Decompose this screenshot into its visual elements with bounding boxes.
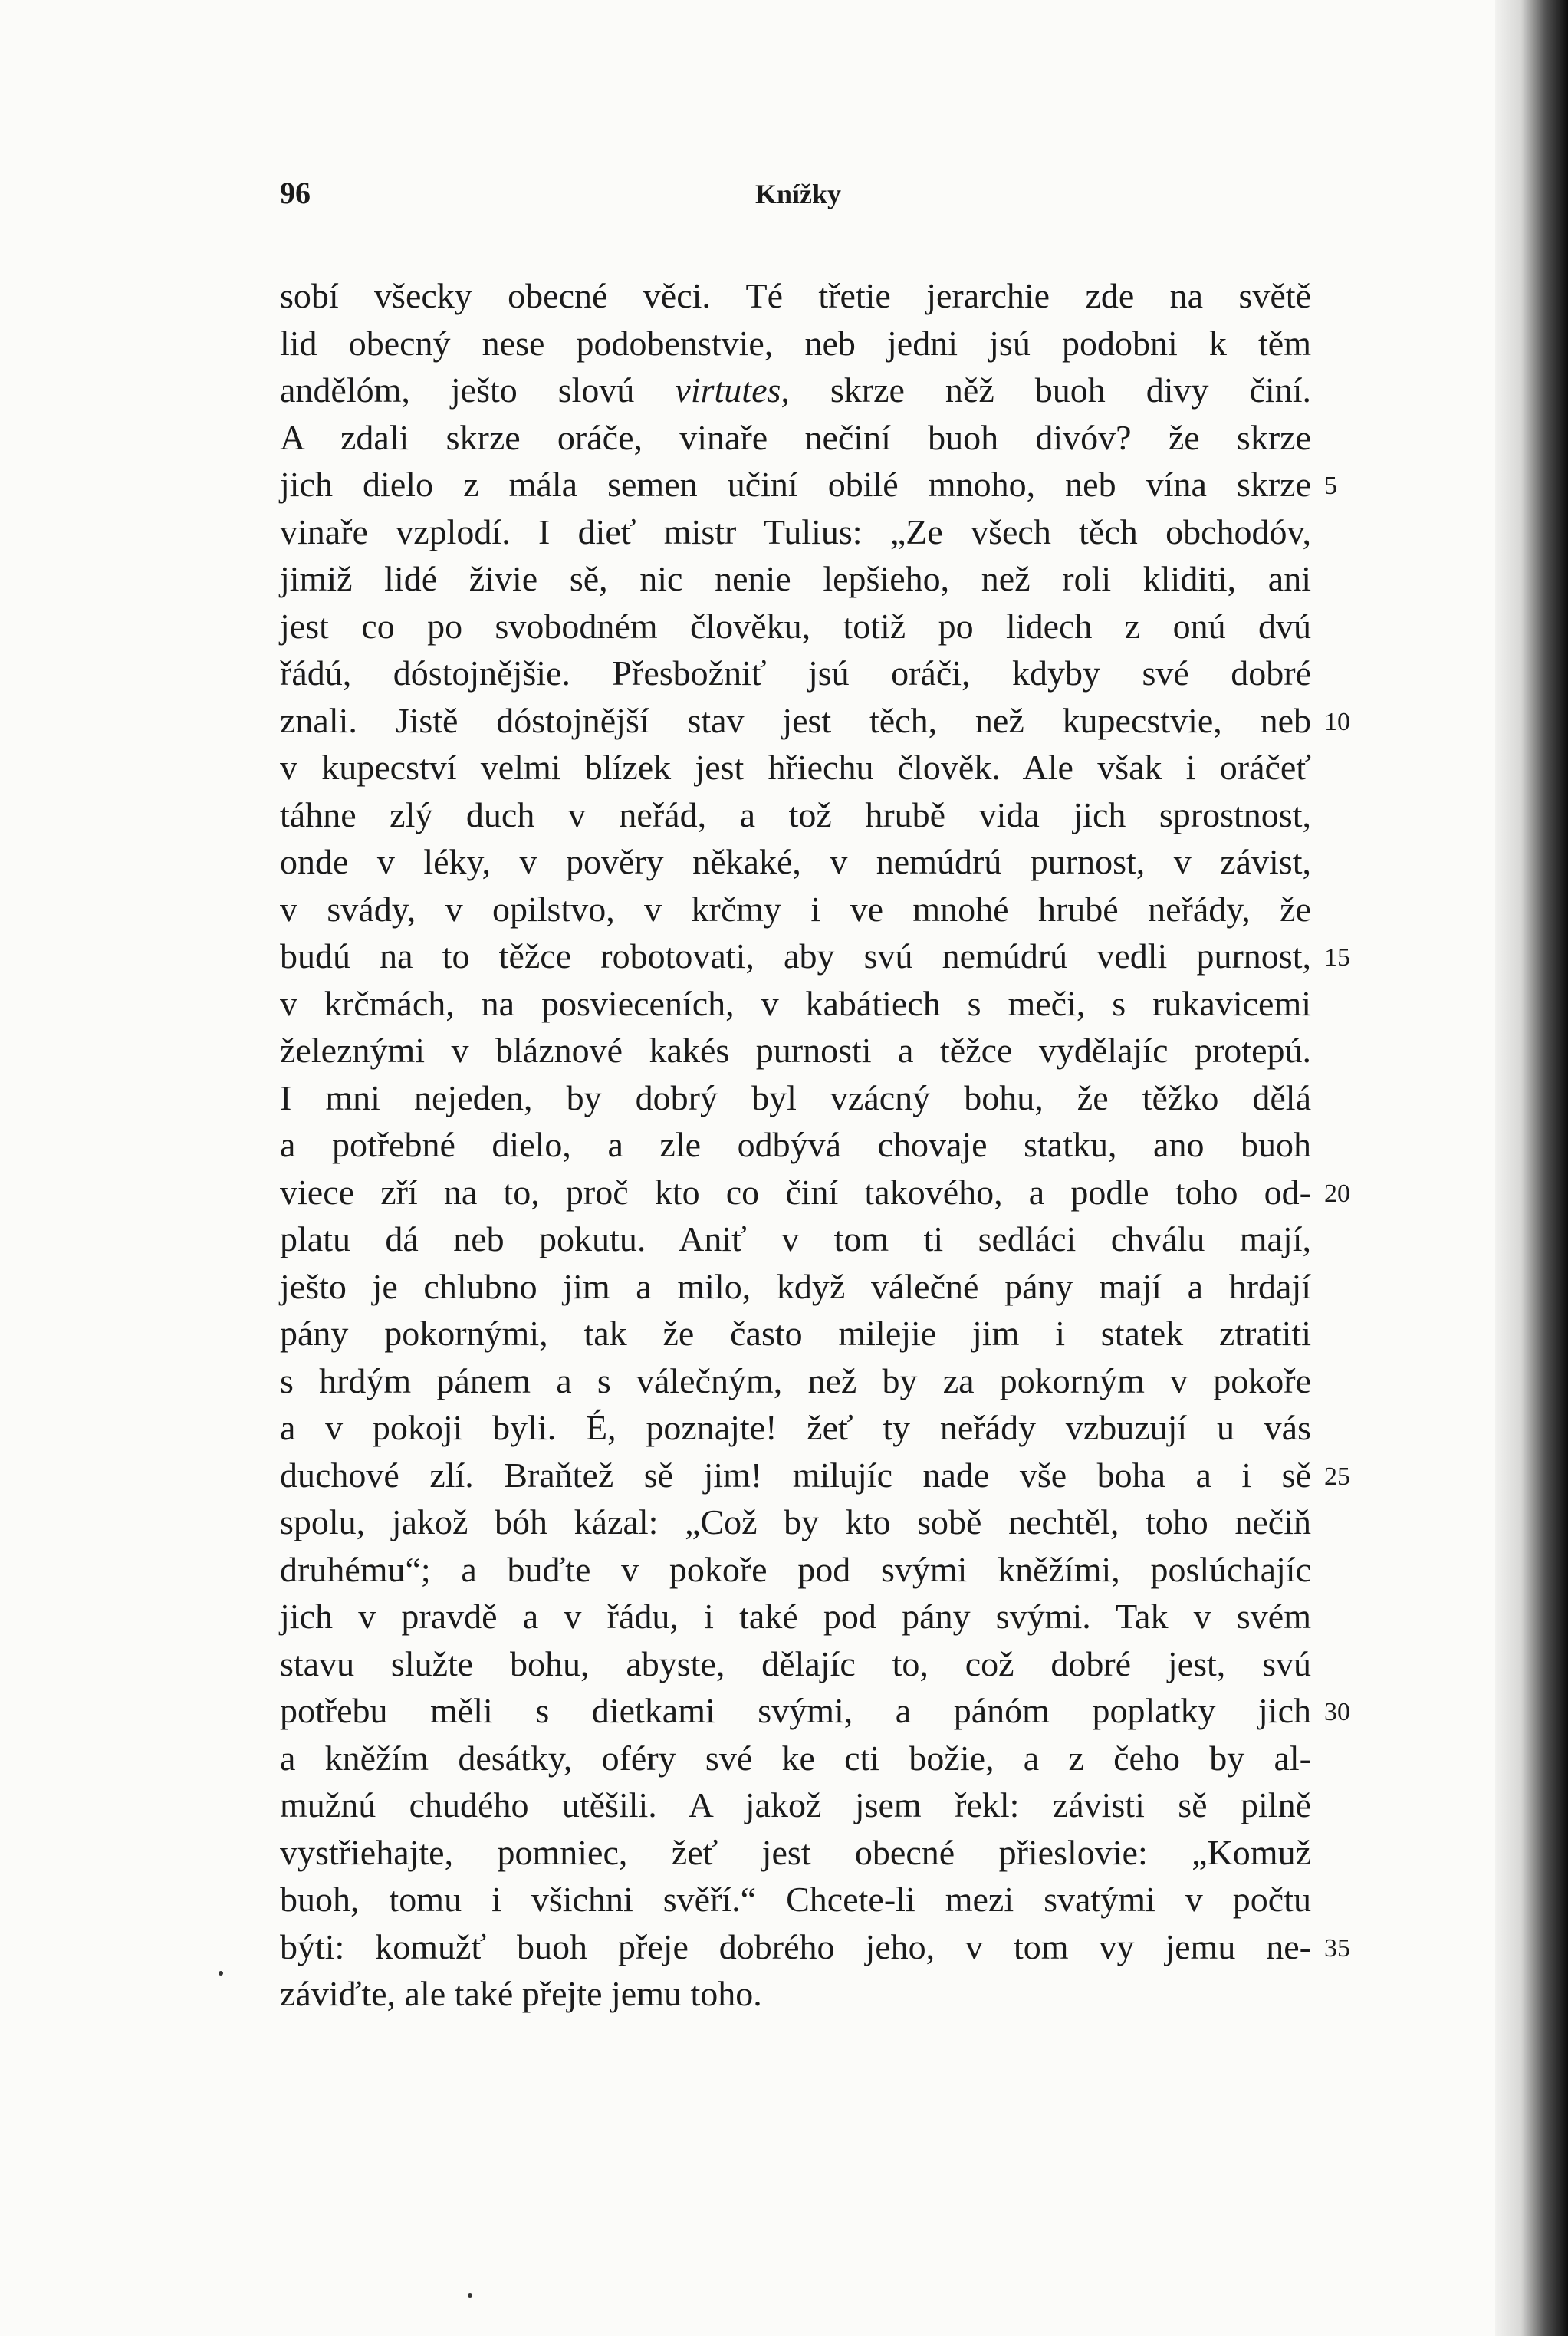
text-line-content: spolu, jakož bóh kázal: „Což by kto sobě nechtěl, toho nečiň [280, 1502, 1311, 1541]
text-line [280, 838, 1311, 886]
text-line-content: jich v pravdě a v řádu, i také pod pány svými. Tak v svém [280, 1597, 1311, 1636]
scan-edge-shadow [1495, 0, 1568, 2336]
text-line [280, 272, 1311, 320]
text-line [280, 1263, 1311, 1311]
text-line-content: býti: komužť buoh přeje dobrého jeho, v tom vy jemu ne- [280, 1926, 1311, 1966]
print-speck [468, 2293, 472, 2298]
text-line [280, 1782, 1311, 1829]
text-line-content: druhému“; a buďte v pokoře pod svými kněžími, poslúchajíc [280, 1549, 1311, 1589]
text-line [280, 1074, 1311, 1122]
text-line-content: železnými v bláznové kakés purnosti a těžce vydělajíc protepú. [280, 1031, 1311, 1070]
page-header [280, 175, 1315, 221]
text-line [280, 1829, 1311, 1877]
text-line-content: viece zří na to, proč kto co činí takového, a podle toho od- [280, 1172, 1311, 1212]
text-line [280, 744, 1311, 791]
text-line-content: jest co po svobodném člověku, totiž po lidech z onú dvú [280, 606, 1311, 646]
text-line-content: vystřiehajte, pomniec, žeť jest obecné přieslovie: „Komuž [280, 1832, 1311, 1872]
text-line-content: onde v léky, v pověry někaké, v nemúdrú purnost, v závist, [280, 842, 1311, 881]
text-line [280, 697, 1350, 745]
line-number: 15 [1324, 943, 1350, 972]
text-line [280, 1121, 1311, 1169]
text-line [280, 1499, 1311, 1546]
page-number: 96 [280, 176, 311, 210]
text-line-content: pány pokornými, tak že často milejie jim i statek ztratiti [280, 1314, 1311, 1353]
text-line [280, 1404, 1311, 1452]
text-line [280, 1546, 1311, 1594]
text-line [280, 1027, 1311, 1074]
text-line [280, 367, 1311, 414]
line-number: 25 [1324, 1462, 1350, 1491]
text-line-content: jimiž lidé živie sě, nic nenie lepšieho, než roli kliditi, ani [280, 559, 1311, 598]
text-line-content: a kněžím desátky, oféry své ke cti božie, a z čeho by al- [280, 1738, 1311, 1778]
text-line [280, 791, 1311, 839]
text-line [280, 1687, 1350, 1735]
text-line [280, 1310, 1311, 1357]
line-number: 5 [1324, 472, 1337, 500]
text-line [280, 320, 1311, 367]
text-line [280, 508, 1311, 556]
text-line [280, 980, 1311, 1028]
line-number: 10 [1324, 707, 1350, 736]
text-line [280, 1640, 1311, 1688]
text-line-content: mužnú chudého utěšili. A jakož jsem řekl: závisti sě pilně [280, 1785, 1311, 1824]
text-line-content: řádú, dóstojnějšie. Přesbožniť jsú oráči, kdyby své dobré [280, 653, 1311, 693]
text-line-content: andělóm, ješto slovú virtutes, skrze něž buoh divy činí. [280, 370, 1311, 410]
text-line-content: buoh, tomu i všichni svěří.“ Chcete-li mezi svatými v počtu [280, 1880, 1311, 1919]
text-line-content: stavu služte bohu, abyste, dělajíc to, což dobré jest, svú [280, 1643, 1311, 1683]
text-line [280, 1169, 1350, 1216]
text-line [280, 1970, 1311, 2018]
text-line [280, 1735, 1311, 1782]
latin-term: virtutes [675, 370, 781, 410]
text-line-content: znali. Jistě dóstojnější stav jest těch, než kupecstvie, neb [280, 700, 1311, 740]
text-line [280, 1216, 1311, 1263]
text-line-content: sobí všecky obecné věci. Té třetie jerarchie zde na světě [280, 276, 1311, 315]
text-line [280, 650, 1311, 697]
text-line-content: A zdali skrze oráče, vinaře nečiní buoh divóv? že skrze [280, 417, 1311, 457]
running-head: Knížky [755, 179, 842, 209]
line-number: 20 [1324, 1179, 1350, 1208]
text-line [280, 1593, 1311, 1640]
line-number: 30 [1324, 1698, 1350, 1726]
text-line-content: I mni nejeden, by dobrý byl vzácný bohu, že těžko dělá [280, 1078, 1311, 1117]
text-line [280, 1452, 1350, 1499]
text-line [280, 886, 1311, 933]
text-line-content: vinaře vzplodí. I dieť mistr Tulius: „Ze všech těch obchodóv, [280, 512, 1311, 551]
text-line-content: v krčmách, na posvieceních, v kabátiech s meči, s rukavicemi [280, 983, 1311, 1023]
text-line [280, 603, 1311, 650]
text-line [280, 1923, 1350, 1971]
text-line-content: táhne zlý duch v neřád, a tož hrubě vida jich sprostnost, [280, 795, 1311, 834]
text-line-content: ješto je chlubno jim a milo, když válečné pány mají a hrdají [280, 1266, 1311, 1306]
text-line [280, 461, 1337, 508]
text-line [280, 1876, 1311, 1923]
text-line-content: jich dielo z mála semen učiní obilé mnoho, neb vína skrze [280, 465, 1311, 504]
text-line-content: a v pokoji byli. É, poznajte! žeť ty neřády vzbuzují u vás [280, 1408, 1311, 1447]
text-line-content: a potřebné dielo, a zle odbývá chovaje statku, ano buoh [280, 1125, 1311, 1164]
text-line [280, 1357, 1311, 1405]
text-line-content: platu dá neb pokutu. Aniť v tom ti sedláci chválu mají, [280, 1219, 1311, 1258]
text-line-content: záviďte, ale také přejte jemu toho. [280, 1974, 762, 2013]
text-line-content: budú na to těžce robotovati, aby svú nemúdrú vedli purnost, [280, 936, 1311, 976]
text-line [280, 555, 1311, 603]
line-number: 35 [1324, 1933, 1350, 1963]
text-line [280, 414, 1311, 462]
text-line-content: v kupecství velmi blízek jest hřiechu člověk. Ale však i oráčeť [280, 748, 1311, 787]
print-speck [219, 1971, 223, 1976]
text-line-content: duchové zlí. Braňtež sě jim! milujíc nade vše boha a i sě [280, 1455, 1311, 1495]
text-line-content: v svády, v opilstvo, v krčmy i ve mnohé hrubé neřády, že [280, 889, 1311, 929]
text-line [280, 933, 1350, 980]
body-text [280, 272, 1350, 2018]
text-line-content: s hrdým pánem a s válečným, než by za pokorným v pokoře [280, 1360, 1311, 1400]
text-line-content: lid obecný nese podobenstvie, neb jedni jsú podobni k těm [280, 323, 1311, 363]
text-line-content: potřebu měli s dietkami svými, a pánóm poplatky jich [280, 1691, 1311, 1730]
